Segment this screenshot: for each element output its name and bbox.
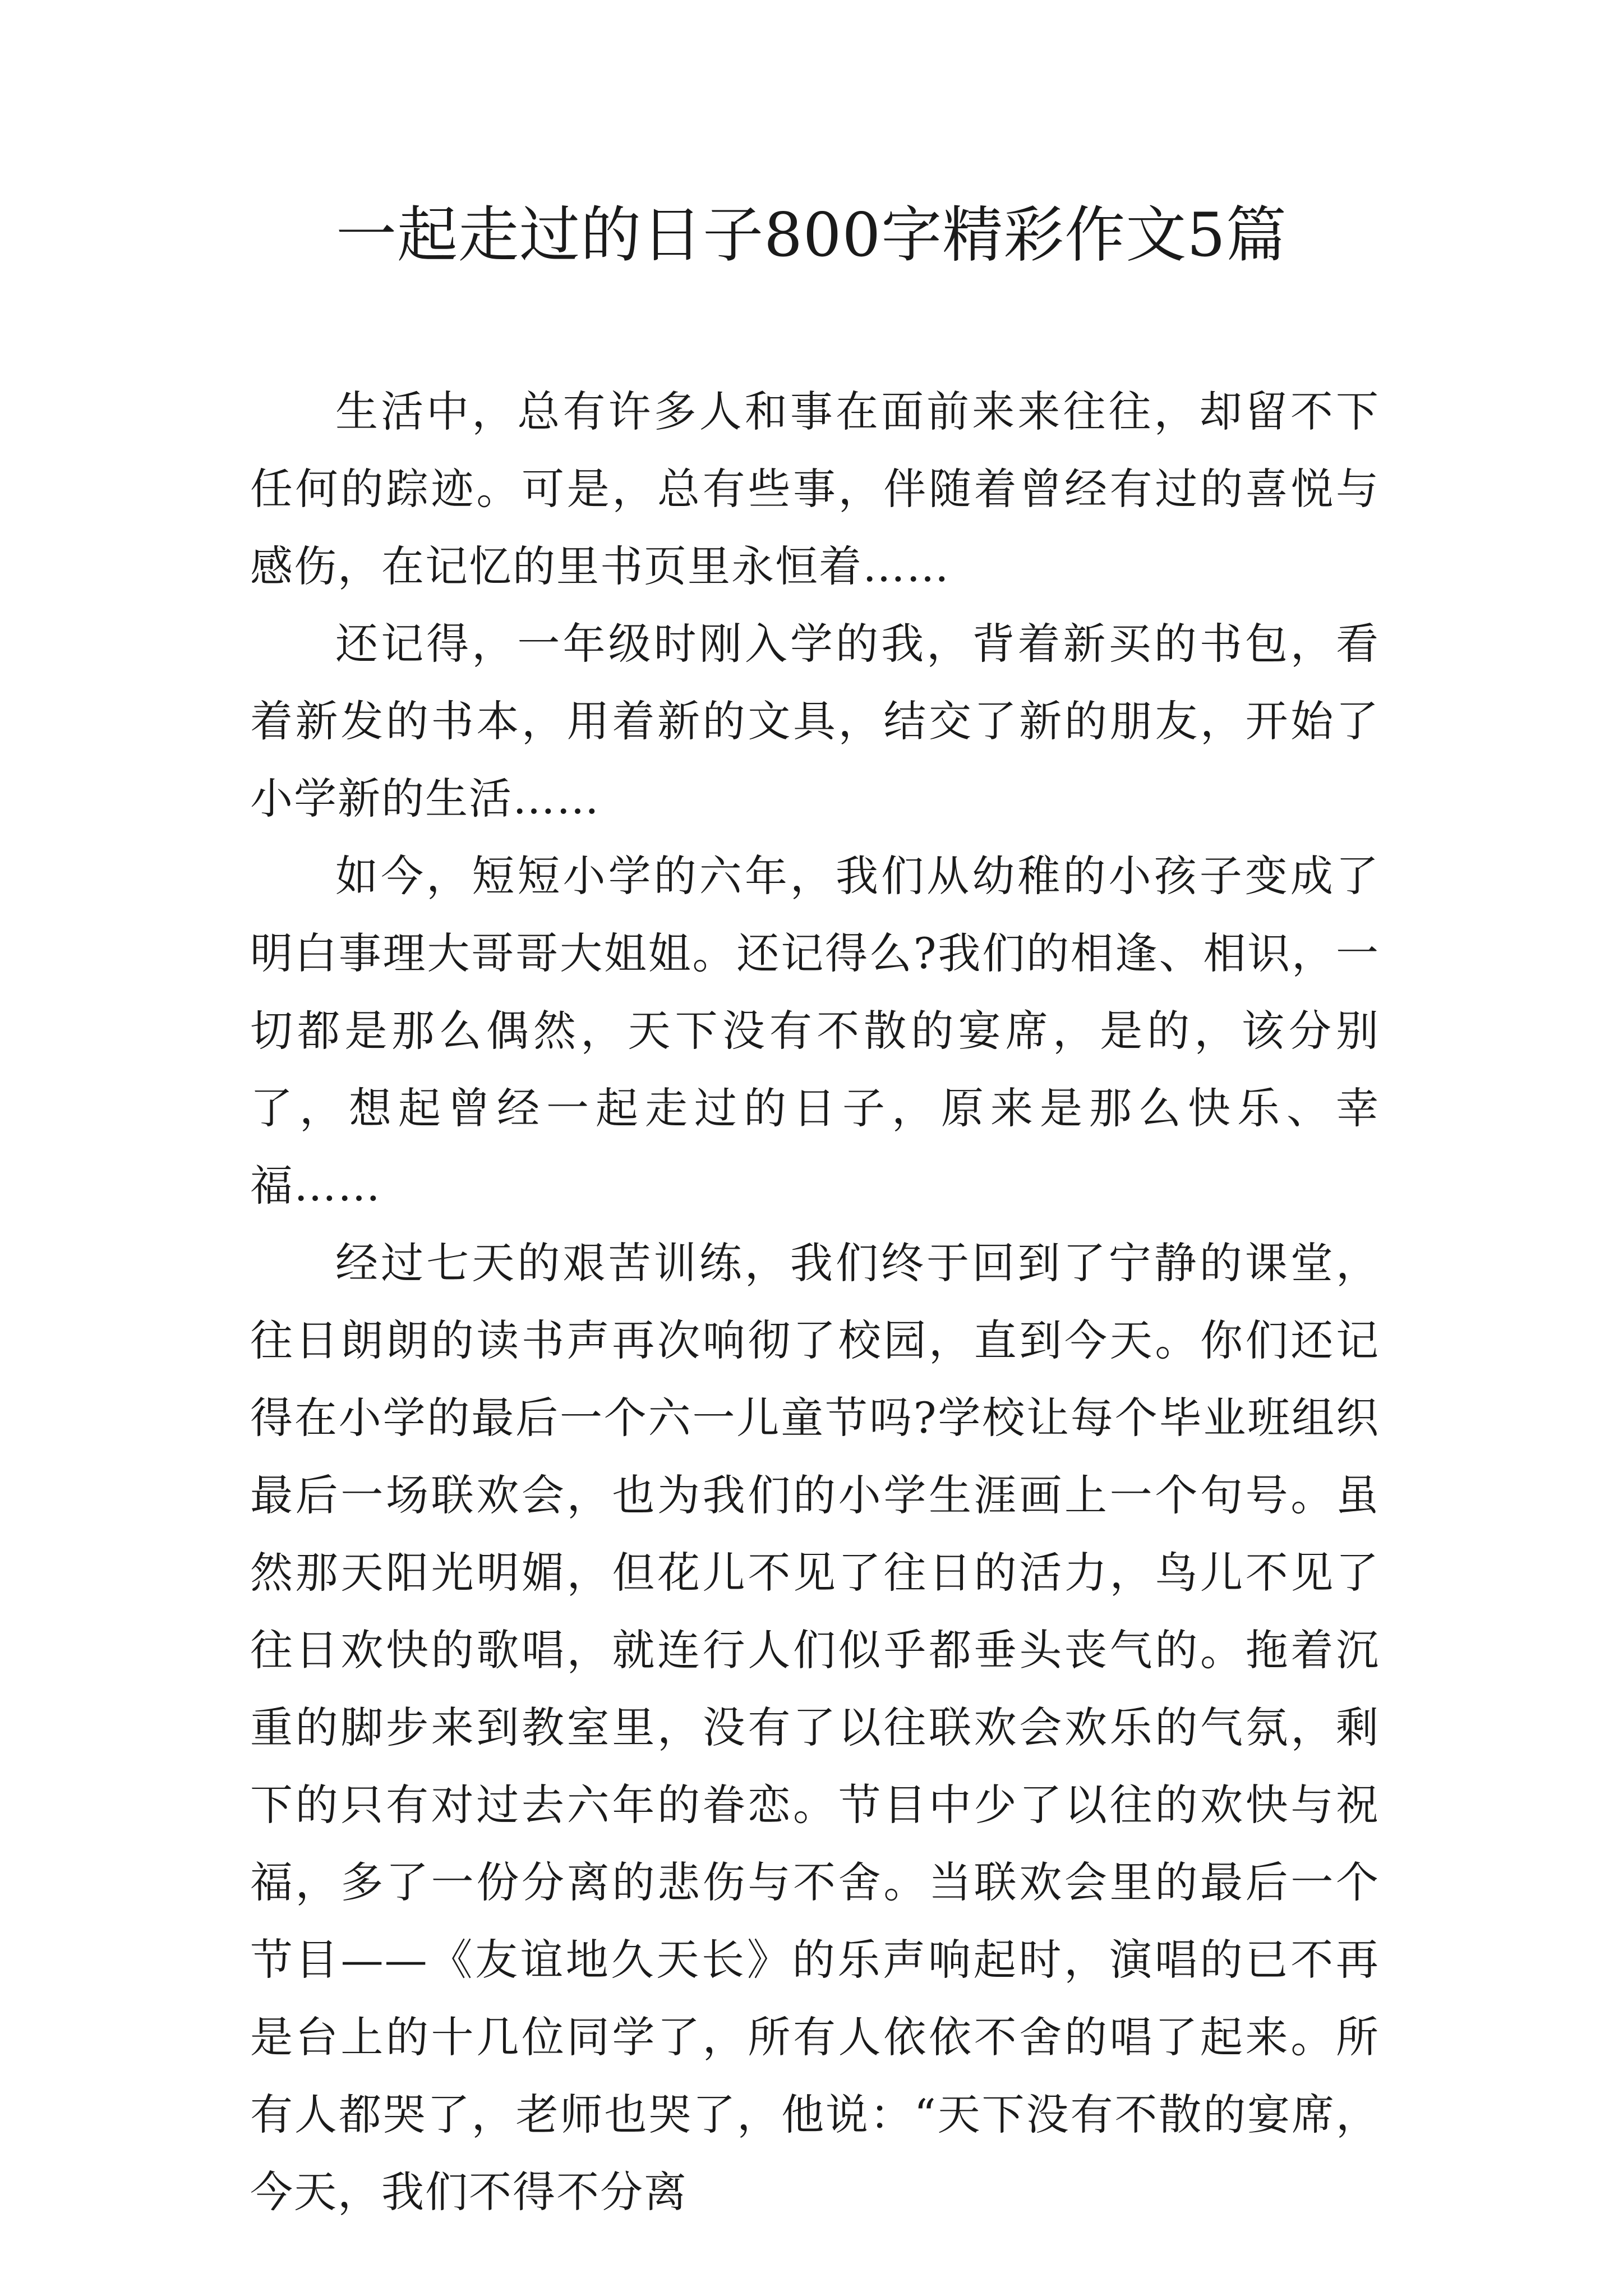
paragraph: 还记得，一年级时刚入学的我，背着新买的书包，看着新发的书本，用着新的文具，结交了新的朋友，开始了小学新的生活…… xyxy=(250,619,1380,823)
paragraph: 如今，短短小学的六年，我们从幼稚的小孩子变成了明白事理大哥哥大姐姐。还记得么?我们的相逢、相识，一切都是那么偶然，天下没有不散的宴席，是的，该分别了，想起曾经一起走过的日子，原来是那么快乐、幸福…… xyxy=(250,851,1380,1211)
document-title: 一起走过的日子800字精彩作文5篇 xyxy=(336,200,1287,270)
document-body xyxy=(250,373,1380,2231)
paragraph: 生活中，总有许多人和事在面前来来往往，却留不下任何的踪迹。可是，总有些事，伴随着曾经有过的喜悦与感伤，在记忆的里书页里永恒着…… xyxy=(250,386,1380,591)
paragraph: 经过七天的艰苦训练，我们终于回到了宁静的课堂，往日朗朗的读书声再次响彻了校园，直到今天。你们还记得在小学的最后一个六一儿童节吗?学校让每个毕业班组织最后一场联欢会，也为我们的小学生涯画上一个句号。虽然那天阳光明媚，但花儿不见了往日的活力，鸟儿不见了往日欢快的歌唱，就连行人们似乎都垂头丧气的。拖着沉重的脚步来到教室里，没有了以往联欢会欢乐的气氛，剩下的只有对过去六年的眷恋。节目中少了以往的欢快与祝福，多了一份分离的悲伤与不舍。当联欢会里的最后一个节目——《友谊地久天长》的乐声响起时，演唱的已不再是台上的十几位同学了，所有人依依不舍的唱了起来。所有人都哭了，老师也哭了，他说：“天下没有不散的宴席，今天，我们不得不分离 xyxy=(250,1238,1380,2217)
